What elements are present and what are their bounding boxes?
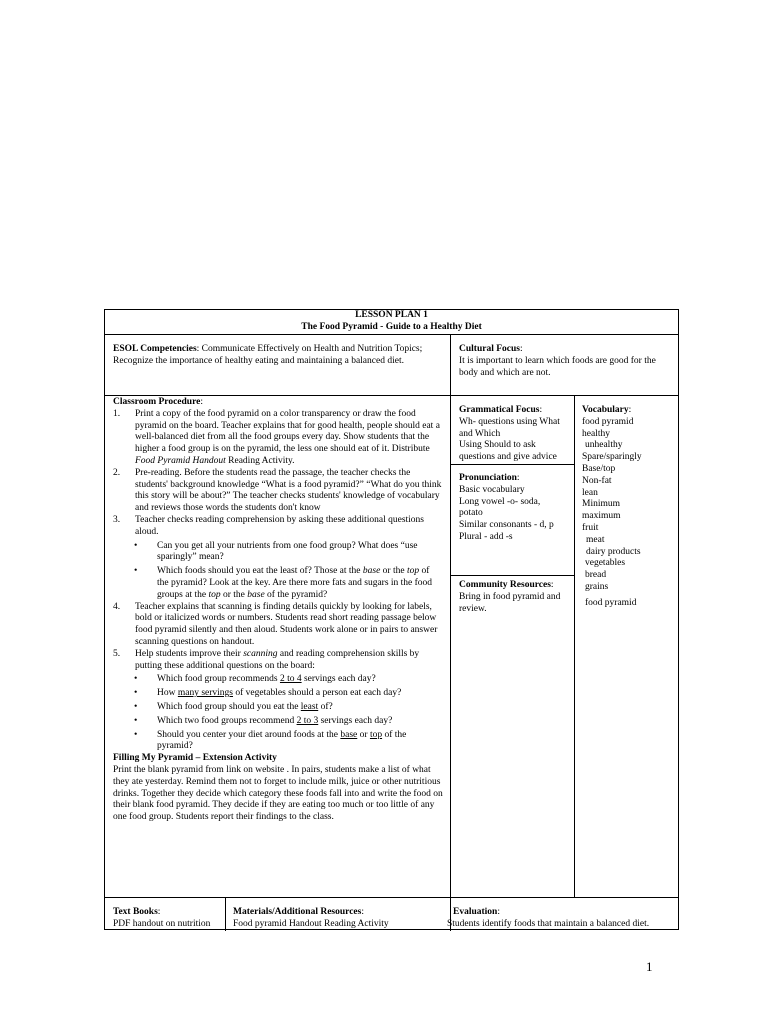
materials-label: Materials/Additional Resources bbox=[233, 907, 362, 917]
vocab-item: dairy products bbox=[586, 546, 641, 557]
procedure-label: Classroom Procedure bbox=[113, 397, 201, 407]
vocab-item: Base/top bbox=[582, 463, 616, 474]
question-item: • Which food group recommends 2 to 4 servings each day? bbox=[134, 674, 376, 685]
divider bbox=[451, 575, 574, 576]
extension-activity-title: Filling My Pyramid – Extension Activity bbox=[113, 753, 277, 764]
evaluation-cell: Evaluation: Students identify foods that maintain a balanced diet. bbox=[447, 907, 675, 931]
divider bbox=[105, 897, 678, 898]
vocab-item: food pyramid bbox=[582, 416, 634, 427]
classroom-procedure-cell bbox=[113, 397, 443, 824]
esol-label: ESOL Competencies bbox=[113, 344, 197, 354]
materials-value: Food pyramid Handout Reading Activity bbox=[233, 918, 389, 929]
vocab-item: meat bbox=[586, 534, 605, 545]
question-item: • Which foods should you eat the least of? Those at the base or the top of the pyramid? Look at the key. Are there more fats and sugars in the food groups at the top or the base of the pyramid? bbox=[134, 566, 433, 600]
step-3-questions bbox=[113, 541, 443, 602]
esol-text: : Communicate Effectively on Health and Nutrition Topics; Recognize the importance of healthy eating and maintaining a balanced diet. bbox=[113, 344, 423, 366]
lesson-plan-title: LESSON PLAN 1 bbox=[355, 310, 428, 320]
question-item: • Which food group should you eat the least of? bbox=[134, 701, 333, 712]
vocabulary-label: Vocabulary bbox=[582, 405, 629, 415]
vocabulary-cell: Vocabulary: food pyramid healthy unhealthy Spare/sparingly Base/top Non-fat lean Minimum maximum fruit meat dairy products vegetables bread grains food pyramid bbox=[582, 405, 676, 610]
vocab-item: Spare/sparingly bbox=[582, 452, 642, 463]
divider bbox=[451, 464, 574, 465]
extension-activity-text: Print the blank pyramid from link on website . In pairs, students make a list of what they ate yesterday. Remind them not to forget to include milk, juice or other nutritious drinks. Together they decide which category these foods fall into and write the food on their blank food pyramid. They decide if they are eating too much or too little of any one food group. Students report their findings to the class. bbox=[113, 764, 443, 823]
vocab-item: healthy bbox=[582, 428, 610, 439]
cultural-focus-cell bbox=[459, 344, 673, 379]
grammatical-focus-label: Grammatical Focus bbox=[459, 405, 540, 415]
text-books-value: PDF handout on nutrition bbox=[113, 918, 211, 929]
vocab-item: Minimum bbox=[582, 499, 621, 510]
procedure-step: 2. Pre-reading. Before the students read the passage, the teacher checks the students' background knowledge “What is a food pyramid?” “What do you think this story will be about?” The teacher checks students' knowledge of vocabulary and reviews those words the students don't know bbox=[113, 467, 442, 514]
lesson-plan-header bbox=[105, 310, 678, 334]
evaluation-value: Students identify foods that maintain a balanced diet. bbox=[447, 918, 650, 929]
text-books-cell: Text Books: PDF handout on nutrition bbox=[113, 907, 223, 931]
cultural-focus-text: It is important to learn which foods are good for the body and which are not. bbox=[459, 355, 656, 378]
community-resources-cell: Community Resources: Bring in food pyramid and review. bbox=[459, 580, 561, 614]
question-item: • Should you center your diet around foods at the base or top of the pyramid? bbox=[134, 729, 407, 752]
lesson-plan-table bbox=[104, 309, 679, 930]
procedure-step: 1. Print a copy of the food pyramid on a color transparency or draw the food pyramid on the board. Teacher explains that for good health, people should eat a well-balanced diet from all the food groups every day. Show students that the higher a food group is on the pyramid, the less one should eat of it. Distribute Food Pyramid Handout Reading Activity. bbox=[113, 408, 440, 466]
vocab-item: bread bbox=[585, 570, 607, 581]
text-books-label: Text Books bbox=[113, 907, 158, 917]
procedure-step: 4. Teacher explains that scanning is finding details quickly by looking for labels, bold or italicized words or numbers. Students read short reading passage below food pyramid silently and then aloud. Students work alone or in pairs to answer scanning questions on handout. bbox=[113, 601, 438, 647]
pronunciation-cell: Pronunciation: Basic vocabulary Long vowel -o- soda, potato Similar consonants - d, p Plural - add -s bbox=[459, 473, 554, 542]
divider bbox=[105, 334, 678, 335]
grammatical-focus-cell: Grammatical Focus: Wh- questions using What and Which Using Should to ask questions and give advice bbox=[459, 405, 560, 463]
procedure-step: 3. Teacher checks reading comprehension by asking these additional questions aloud. bbox=[113, 514, 424, 537]
question-item: • How many servings of vegetables should a person eat each day? bbox=[134, 688, 402, 699]
pronunciation-label: Pronunciation bbox=[459, 473, 517, 483]
vocab-item: lean bbox=[582, 487, 598, 498]
evaluation-label: Evaluation bbox=[453, 907, 498, 917]
cultural-focus-colon: : bbox=[519, 344, 523, 354]
procedure-colon: : bbox=[200, 397, 203, 407]
procedure-step: 5. Help students improve their scanning and reading comprehension skills by putting these additional questions on the board: bbox=[113, 648, 420, 671]
vocab-item: grains bbox=[585, 581, 609, 592]
vocab-item: fruit bbox=[582, 522, 599, 533]
lesson-plan-subtitle: The Food Pyramid - Guide to a Healthy Diet bbox=[301, 321, 482, 332]
divider bbox=[574, 395, 575, 897]
vocab-item: unhealthy bbox=[585, 440, 623, 451]
cultural-focus-label: Cultural Focus bbox=[459, 344, 520, 354]
question-item: • Can you get all your nutrients from one food group? What does “use sparingly” mean? bbox=[134, 540, 418, 563]
vocab-item: vegetables bbox=[585, 558, 626, 569]
vocab-item: food pyramid bbox=[585, 597, 637, 608]
page-number: 1 bbox=[646, 959, 653, 974]
esol-competencies-cell bbox=[113, 344, 445, 368]
materials-cell: Materials/Additional Resources: Food pyramid Handout Reading Activity bbox=[233, 907, 447, 931]
question-item: • Which two food groups recommend 2 to 3 servings each day? bbox=[134, 715, 393, 726]
vocab-item: maximum bbox=[582, 511, 621, 522]
divider bbox=[450, 334, 451, 931]
step-5-questions bbox=[113, 674, 443, 753]
community-resources-label: Community Resources bbox=[459, 580, 551, 590]
divider bbox=[105, 395, 678, 396]
divider bbox=[225, 897, 226, 931]
vocab-item: Non-fat bbox=[582, 475, 612, 486]
